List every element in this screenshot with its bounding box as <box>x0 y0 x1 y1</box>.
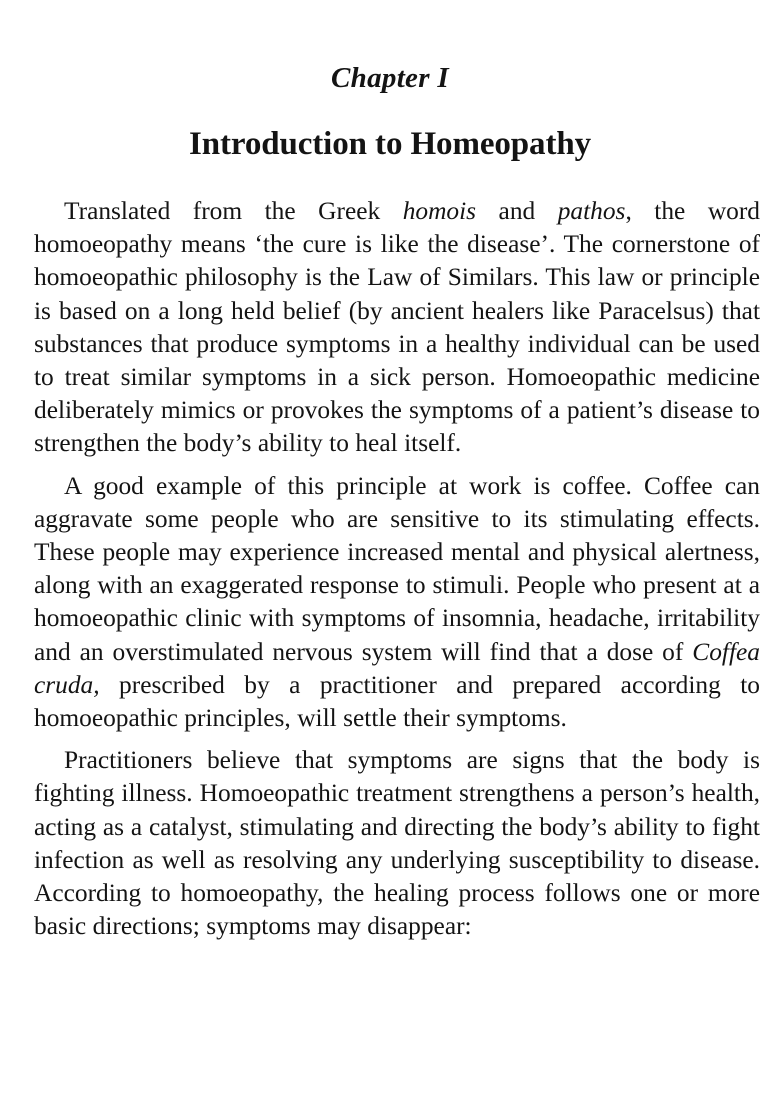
paragraph: Practitioners believe that symptoms are signs that the body is fighting illness. Homoeopathic treatment strengthens a person’s health, acting as a catalyst, stimulating and directing the body’s ability to fight infection as well as resolving any underlying susceptibility to disease. According to homoeopathy, the healing process follows one or more basic directions; symptoms may disappear: <box>34 746 760 941</box>
paragraph: Translated from the Greek homois and pathos, the word homoeopathy means ‘the cure is like the disease’. The cornerstone of homoeopathic philosophy is the Law of Similars. This law or principle is based on a long held belief (by ancient healers like Paracelsus) that substances that produce symptoms in a healthy individual can be used to treat similar symptoms in a sick person. Homoeopathic medicine deliberately mimics or provokes the symptoms of a patient’s disease to strengthen the body’s ability to heal itself. <box>34 197 760 458</box>
paragraph: A good example of this principle at work is coffee. Coffee can aggravate some people who are sensitive to its stimulating effects. These people may experience increased mental and physical alertness, along with an exaggerated response to stimuli. People who present at a homoeopathic clinic with symptoms of insomnia, headache, irritability and an overstimulated nervous system will find that a dose of Coffea cruda, prescribed by a practitioner and prepared according to homoeopathic principles, will settle their symptoms. <box>34 471 760 733</box>
body-text-column <box>34 195 760 943</box>
emphasised-term: homois <box>402 197 477 225</box>
emphasised-term: pathos <box>557 197 626 225</box>
emphasised-term: Coffea cruda, <box>34 637 760 699</box>
chapter-label: Chapter I <box>331 62 449 94</box>
chapter-title: Introduction to Homeopathy <box>189 126 591 162</box>
